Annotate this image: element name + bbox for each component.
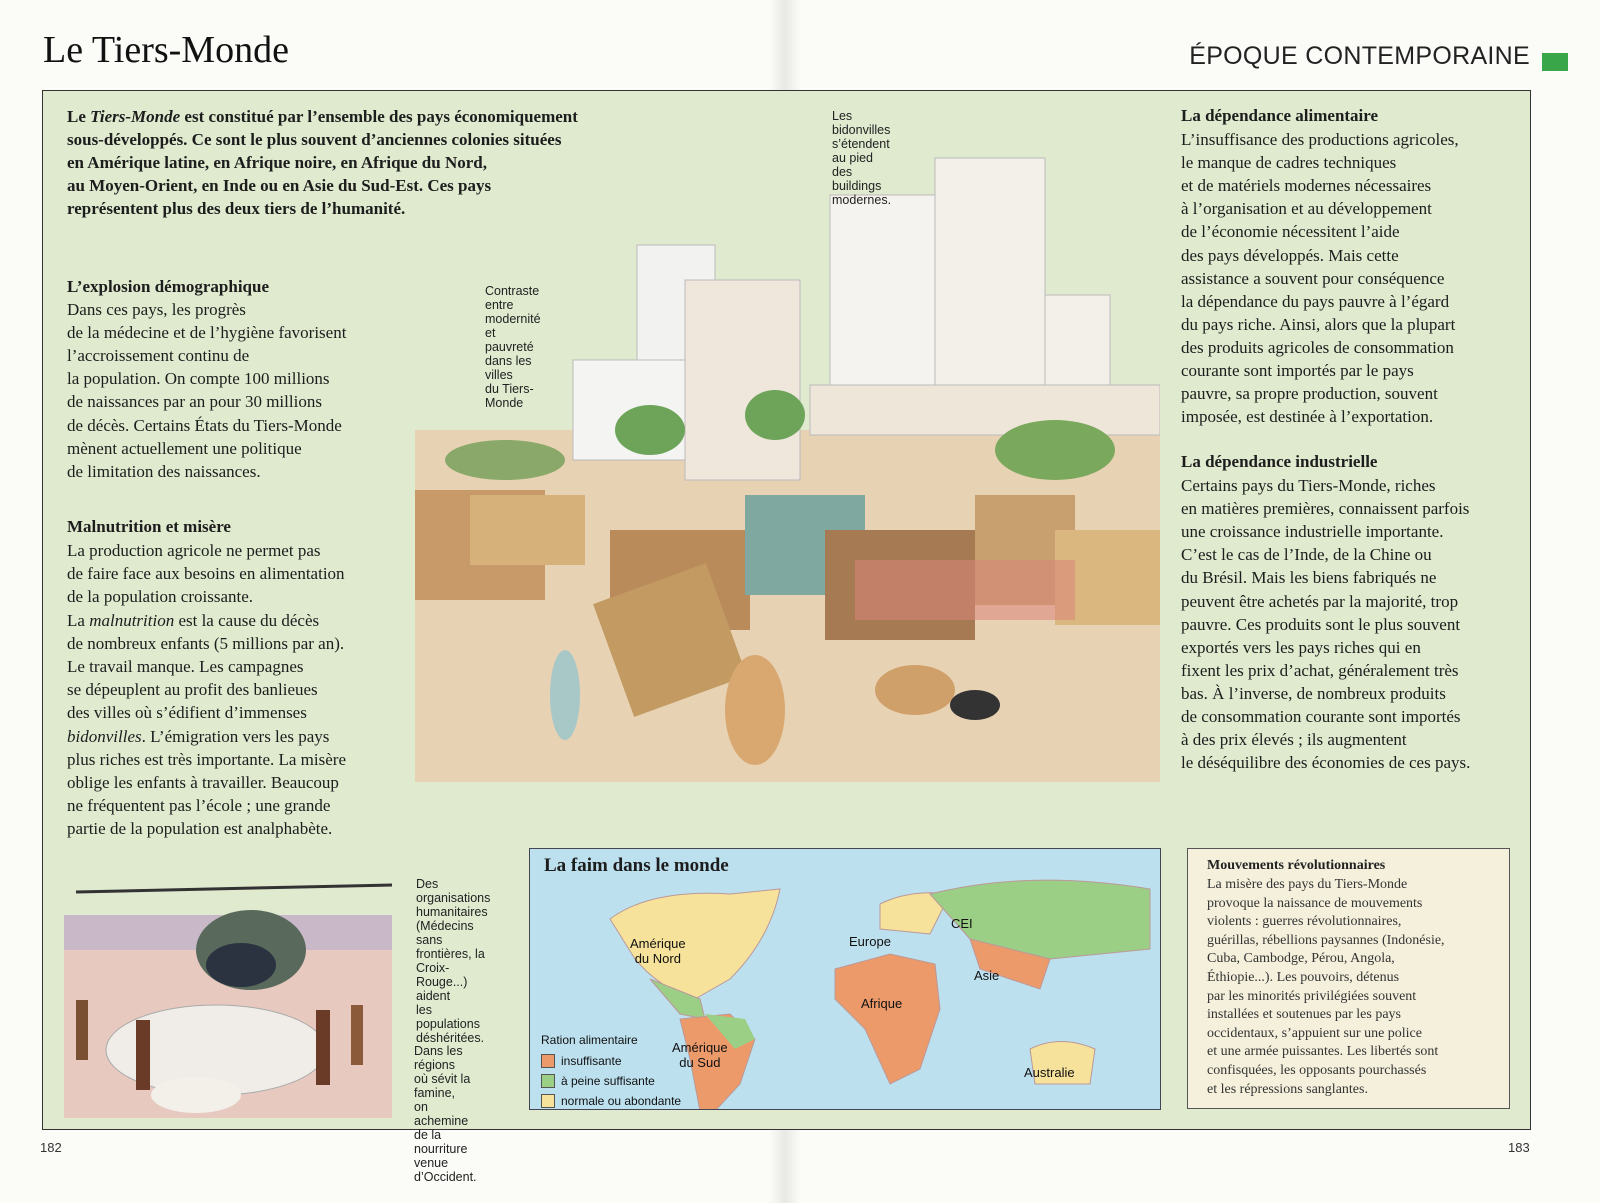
intro-line: [67, 197, 405, 220]
body-line: [67, 678, 318, 701]
box-line: installées et soutenues par les pays: [1207, 1007, 1402, 1023]
caption-line: les populations: [416, 1003, 480, 1031]
text-segment: Le travail manque. Les campagnes: [67, 657, 304, 676]
body-line: [1181, 151, 1396, 174]
text-segment: de la population croissante.: [67, 587, 254, 607]
body-line: [67, 390, 322, 413]
box-line: et une armée puissantes. Les libertés sont: [1207, 1044, 1439, 1060]
caption-line: Rouge...) aident: [416, 975, 468, 1003]
body-line: [1181, 520, 1443, 543]
legend-label: insuffisante: [561, 1054, 622, 1068]
body-line: [67, 609, 319, 632]
map-label-europe: Europe: [849, 934, 891, 949]
body-line: [67, 298, 246, 321]
intro-line: [67, 105, 578, 128]
text-segment: l’accroissement continu de: [67, 346, 250, 366]
legend-label: normale ou abondante: [561, 1094, 682, 1108]
caption-line: frontières, la Croix-: [416, 947, 485, 975]
heading-alimentaire: La dépendance alimentaire: [1181, 106, 1379, 125]
text-segment: bas. À l’inverse, de nombreux produits: [1181, 683, 1446, 703]
text-segment: de faire face aux besoins en alimentation: [67, 564, 345, 584]
body-line: [1181, 290, 1449, 313]
legend-label: à peine suffisante: [561, 1074, 655, 1088]
text-segment: est constitué par l’ensemble des pays économiquement: [180, 107, 578, 126]
caption-line: (Médecins sans: [416, 919, 474, 947]
body-line: [1181, 174, 1431, 197]
body-line: [1181, 636, 1421, 659]
body-line: [67, 344, 249, 367]
body-line: [67, 460, 261, 483]
caption-line: et pauvreté: [485, 326, 534, 354]
legend-item: [541, 1074, 655, 1088]
intro-line: [67, 174, 491, 197]
text-segment: représentent plus des deux tiers de l’humanité.: [67, 199, 406, 218]
world-hunger-map: [529, 848, 1161, 1110]
page-title: Le Tiers-Monde: [43, 29, 289, 71]
text-segment: de l’économie nécessitent l’aide: [1181, 222, 1400, 242]
caption-line: dans les villes: [485, 354, 532, 382]
text-segment: de naissances par an pour 30 millions: [67, 392, 322, 412]
box-line: La misère des pays du Tiers-Monde: [1207, 877, 1408, 892]
text-segment: est la cause du décès: [174, 610, 320, 630]
body-line: [1181, 566, 1436, 589]
body-line: [67, 414, 342, 437]
map-label-north-america: Amérique du Nord: [630, 936, 686, 966]
text-segment: de la médecine et de l’hygiène favorisent: [67, 323, 347, 343]
caption-line: du Tiers-Monde: [485, 382, 534, 410]
caption-line: on achemine: [414, 1100, 469, 1128]
text-segment: L’insuffisance des productions agricoles,: [1181, 130, 1459, 149]
caption-line: au pied des buildings: [832, 151, 882, 193]
text-segment: la population. On compte 100 millions: [67, 369, 330, 389]
text-segment: en matières premières, connaissent parfois: [1181, 499, 1470, 519]
text-segment: C’est le cas de l’Inde, de la Chine ou: [1181, 545, 1432, 565]
body-line: [1181, 267, 1444, 290]
text-segment: oblige les enfants à travailler. Beaucoup: [67, 773, 339, 792]
box-line: occidentaux, s’appuient sur une police: [1207, 1025, 1422, 1041]
text-segment: partie de la population est analphabète.: [67, 819, 333, 839]
map-label-south-america: Amérique du Sud: [672, 1040, 728, 1070]
legend-swatch: [541, 1054, 555, 1068]
body-line: [67, 701, 307, 724]
text-segment: à des prix élevés ; ils augmentent: [1181, 730, 1407, 750]
text-segment: La production agricole ne permet pas: [67, 541, 321, 560]
caption-famine: [414, 1044, 477, 1184]
heading-industrielle: La dépendance industrielle: [1181, 452, 1378, 471]
body-line: [1181, 197, 1432, 220]
body-line: [1181, 705, 1461, 728]
map-label-asia: Asie: [974, 968, 1000, 983]
body-line: [67, 437, 302, 460]
body-line: [1181, 313, 1455, 336]
body-line: [1181, 751, 1470, 774]
body-line: [1181, 244, 1399, 267]
legend-title: Ration alimentaire: [541, 1033, 638, 1047]
body-line: [67, 562, 345, 585]
box-line: provoque la naissance de mouvements: [1207, 895, 1423, 911]
text-segment: le manque de cadres techniques: [1181, 153, 1397, 173]
caption-line: déshéritées.: [416, 1031, 485, 1045]
caption-contraste: [485, 284, 541, 410]
box-heading: Mouvements révolutionnaires: [1207, 858, 1386, 873]
section-title: ÉPOQUE CONTEMPORAINE: [1189, 42, 1530, 70]
legend-item: [541, 1054, 622, 1068]
map-title: La faim dans le monde: [544, 855, 729, 876]
text-segment: à l’organisation et au développement: [1181, 199, 1432, 219]
body-line: [1181, 682, 1446, 705]
text-segment: des villes où s’édifient d’immenses: [67, 703, 307, 723]
humanitarian-helicopter-illustration: [56, 870, 392, 1118]
body-line: [67, 632, 344, 655]
caption-line: de la nourriture: [414, 1128, 468, 1156]
body-line: [67, 585, 253, 608]
text-segment: au Moyen-Orient, en Inde ou en Asie du Sud-Est. Ces pays: [67, 176, 492, 195]
text-segment: plus riches est très importante. La misère: [67, 749, 346, 769]
body-line: [67, 794, 330, 817]
text-segment: La: [67, 610, 90, 630]
text-segment: fixent les prix d’achat, généralement très: [1181, 660, 1459, 680]
text-segment: sous-développés. Ce sont le plus souvent d’anciennes colonies situées: [67, 130, 562, 149]
box-line: Éthiopie...). Les pouvoirs, détenus: [1207, 970, 1400, 985]
text-segment: une croissance industrielle importante.: [1181, 522, 1444, 542]
body-line: [67, 725, 329, 748]
text-segment: exportés vers les pays riches qui en: [1181, 637, 1421, 657]
text-segment: le déséquilibre des économies de ces pays.: [1181, 753, 1471, 773]
text-segment: se dépeuplent au profit des banlieues: [67, 680, 318, 700]
text-segment: de limitation des naissances.: [67, 461, 261, 481]
map-label-cei: CEI: [951, 916, 973, 931]
caption-line: Contraste entre: [485, 284, 540, 312]
box-line: Cuba, Cambodge, Pérou, Angola,: [1207, 951, 1395, 967]
text-segment: courante sont importés par le pays: [1181, 361, 1414, 380]
text-segment: des produits agricoles de consommation: [1181, 337, 1454, 357]
body-line: [1181, 659, 1459, 682]
body-line: [67, 817, 332, 840]
text-segment: peuvent être achetés par la majorité, trop: [1181, 591, 1459, 611]
text-segment: Dans ces pays, les progrès: [67, 300, 246, 319]
page-number-left: 182: [40, 1140, 62, 1155]
text-segment: . L’émigration vers les pays: [141, 726, 330, 746]
body-line: [67, 539, 320, 562]
body-line: [67, 321, 346, 344]
body-line: [67, 771, 339, 794]
box-line: et les répressions sanglantes.: [1207, 1081, 1368, 1097]
body-line: [1181, 590, 1458, 613]
heading-malnutrition: Malnutrition et misère: [67, 517, 231, 536]
text-segment: imposée, est destinée à l’exportation.: [1181, 407, 1434, 427]
text-segment: Le: [67, 107, 91, 126]
text-segment: de décès. Certains États du Tiers-Monde: [67, 415, 342, 435]
text-segment: des pays développés. Mais cette: [1181, 245, 1399, 265]
caption-line: Dans les régions: [414, 1044, 463, 1072]
caption-line: venue d’Occident.: [414, 1156, 477, 1184]
section-color-marker: [1542, 53, 1568, 71]
body-line: [67, 655, 303, 678]
text-segment: de nombreux enfants (5 millions par an).: [67, 633, 345, 653]
legend-item: [541, 1094, 681, 1108]
body-line: [1181, 543, 1432, 566]
box-line: violents : guerres révolutionnaires,: [1207, 914, 1402, 930]
box-line: confisquées, les opposants pourchassés: [1207, 1063, 1427, 1078]
intro-line: [67, 151, 487, 174]
italic-term: malnutrition: [89, 610, 175, 630]
body-line: [1181, 220, 1400, 243]
caption-line: Les bidonvilles s’étendent: [832, 109, 891, 151]
body-line: [1181, 382, 1438, 405]
text-segment: mènent actuellement une politique: [67, 438, 302, 458]
body-line: [67, 748, 346, 771]
caption-organisations: [416, 877, 490, 1045]
body-line: [1181, 359, 1414, 382]
caption-line: humanitaires: [416, 905, 488, 919]
body-line: [1181, 474, 1436, 497]
caption-line: où sévit la famine,: [414, 1072, 471, 1100]
intro-line: [67, 128, 561, 151]
body-line: [1181, 613, 1460, 636]
text-segment: assistance a souvent pour conséquence: [1181, 268, 1445, 288]
caption-bidonvilles: [832, 109, 891, 207]
text-segment: du Brésil. Mais les biens fabriqués ne: [1181, 568, 1437, 588]
legend-swatch: [541, 1074, 555, 1088]
text-segment: de consommation courante sont importés: [1181, 707, 1461, 726]
italic-term: Tiers-Monde: [90, 107, 181, 126]
text-segment: et de matériels modernes nécessaires: [1181, 176, 1432, 196]
body-line: [1181, 497, 1469, 520]
text-segment: en Amérique latine, en Afrique noire, en Afrique du Nord,: [67, 153, 487, 172]
caption-line: modernité: [485, 312, 541, 326]
heading-explosion: L’explosion démographique: [67, 277, 269, 296]
body-line: [1181, 128, 1459, 151]
italic-term: bidonvilles: [67, 726, 142, 746]
map-label-australia: Australie: [1024, 1065, 1075, 1080]
text-segment: la dépendance du pays pauvre à l’égard: [1181, 291, 1450, 311]
text-segment: ne fréquentent pas l’école ; une grande: [67, 796, 331, 816]
city-slum-illustration: [415, 155, 1160, 782]
caption-line: modernes.: [832, 193, 892, 207]
body-line: [1181, 336, 1454, 359]
text-segment: Certains pays du Tiers-Monde, riches: [1181, 476, 1436, 495]
text-segment: pauvre. Ces produits sont le plus souvent: [1181, 614, 1461, 634]
map-label-africa: Afrique: [861, 996, 903, 1011]
text-segment: du pays riche. Ainsi, alors que la plupart: [1181, 314, 1456, 334]
text-segment: pauvre, sa propre production, souvent: [1181, 384, 1438, 404]
legend-swatch: [541, 1094, 555, 1108]
body-line: [67, 367, 330, 390]
page-number-right: 183: [1508, 1140, 1530, 1155]
revolution-sidebar-box: [1187, 848, 1510, 1109]
body-line: [1181, 405, 1433, 428]
box-line: par les minorités privilégiées souvent: [1207, 988, 1417, 1004]
body-line: [1181, 728, 1407, 751]
caption-line: Des organisations: [416, 877, 491, 905]
box-line: guérillas, rébellions paysannes (Indonésie,: [1207, 932, 1445, 948]
